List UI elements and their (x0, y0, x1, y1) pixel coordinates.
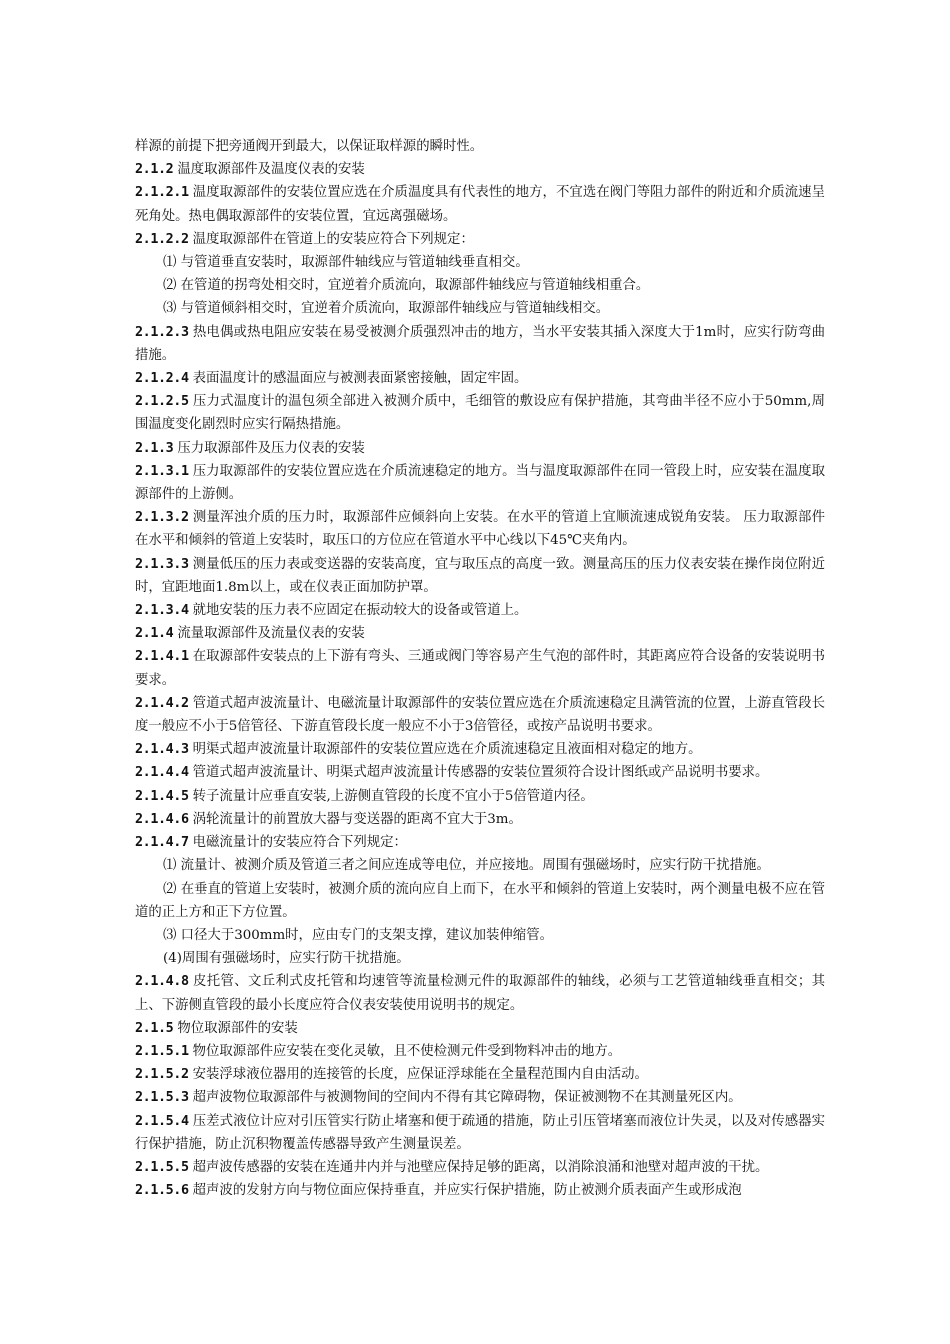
clause-number: 2.1.5 (135, 1020, 174, 1036)
paragraph-text: 压差式液位计应对引压管实行防止堵塞和便于疏通的措施，防止引压管堵塞而液位计失灵，以及对传感器实行保护措施，防止沉积物覆盖传感器导致产生测量误差。 (135, 1113, 825, 1152)
paragraph (135, 297, 825, 320)
paragraph (135, 228, 825, 251)
paragraph-text: 样源的前提下把旁通阀开到最大，以保证取样源的瞬时性。 (135, 139, 484, 154)
clause-number: 2.1.2 (135, 162, 174, 178)
paragraph-text: ⑵ 在垂直的管道上安装时，被测介质的流向应自上而下，在水平和倾斜的管道上安装时，两个测量电极不应在管道的正上方和正下方位置。 (135, 881, 825, 920)
paragraph (135, 390, 825, 436)
paragraph-text: ⑶ 与管道倾斜相交时，宜逆着介质流向，取源部件轴线应与管道轴线相交。 (163, 301, 610, 317)
paragraph-text: 超声波的发射方向与物位面应保持垂直，并应实行保护措施，防止被测介质表面产生或形成泡 (192, 1183, 742, 1199)
paragraph-text: 安装浮球液位器用的连接管的长度，应保证浮球能在全量程范围内自由活动。 (192, 1067, 648, 1083)
paragraph (135, 1086, 825, 1109)
clause-number: 2.1.3.1 (135, 463, 189, 479)
section-heading (135, 158, 825, 181)
paragraph (135, 367, 825, 390)
paragraph (135, 854, 825, 877)
paragraph (135, 599, 825, 622)
paragraph (135, 274, 825, 297)
paragraph-text: 流量取源部件及流量仪表的安装 (177, 626, 365, 642)
clause-number: 2.1.2.5 (135, 394, 189, 410)
paragraph-text: 电磁流量计的安装应符合下列规定： (192, 835, 407, 851)
paragraph (135, 785, 825, 808)
paragraph (135, 808, 825, 831)
clause-number: 2.1.5.3 (135, 1090, 189, 1106)
paragraph-text: 超声波传感器的安装在连通井内并与池壁应保持足够的距离，以消除浪涌和池壁对超声波的干扰。 (192, 1159, 769, 1175)
paragraph-text: 热电偶或热电阻应安装在易受被测介质强烈冲击的地方，当水平安装其插入深度大于1m时，应实行防弯曲措施。 (135, 324, 825, 363)
paragraph (135, 924, 825, 947)
clause-number: 2.1.4.5 (135, 788, 189, 804)
paragraph (135, 321, 825, 367)
clause-number: 2.1.5.2 (135, 1067, 189, 1083)
clause-number: 2.1.4.1 (135, 649, 189, 665)
section-heading (135, 1017, 825, 1040)
clause-number: 2.1.2.4 (135, 371, 189, 387)
paragraph-text: 测量浑浊介质的压力时，取源部件应倾斜向上安装。在水平的管道上宜顺流速成锐角安装。 压力取源部件在水平和倾斜的管道上安装时，取压口的方位应在管道水平中心线以下45℃夹角内。 (135, 510, 825, 549)
paragraph (135, 970, 825, 1016)
paragraph (135, 1179, 825, 1202)
paragraph-text: ⑴ 流量计、被测介质及管道三者之间应连成等电位，并应接地。周围有强磁场时，应实行防干扰措施。 (163, 858, 770, 874)
section-heading (135, 622, 825, 645)
clause-number: 2.1.3.2 (135, 510, 189, 526)
paragraph (135, 251, 825, 274)
clause-number: 2.1.4.7 (135, 835, 189, 851)
paragraph-text: 测量低压的压力表或变送器的安装高度，宜与取压点的高度一致。测量高压的压力仪表安装在操作岗位附近时，宜距地面1.8m以上，或在仪表正面加防护罩。 (135, 556, 825, 595)
paragraph-text: 转子流量计应垂直安装,上游侧直管段的长度不宜小于5倍管道内径。 (192, 788, 594, 804)
clause-number: 2.1.2.1 (135, 185, 189, 201)
clause-number: 2.1.3 (135, 440, 174, 456)
paragraph-text: 明渠式超声波流量计取源部件的安装位置应选在介质流速稳定且液面相对稳定的地方。 (192, 742, 702, 758)
document-body (135, 135, 825, 1202)
paragraph (135, 1063, 825, 1086)
paragraph-text: 温度取源部件的安装位置应选在介质温度具有代表性的地方，不宜选在阀门等阻力部件的附近和介质流速呈死角处。热电偶取源部件的安装位置，宜远离强磁场。 (135, 185, 825, 224)
paragraph (135, 553, 825, 599)
paragraph-text: 就地安装的压力表不应固定在振动较大的设备或管道上。 (192, 603, 528, 619)
paragraph (135, 738, 825, 761)
clause-number: 2.1.3.3 (135, 556, 189, 572)
paragraph (135, 947, 825, 970)
clause-number: 2.1.4.6 (135, 811, 189, 827)
clause-number: 2.1.5.5 (135, 1159, 189, 1175)
paragraph (135, 135, 825, 158)
paragraph (135, 181, 825, 227)
clause-number: 2.1.4.8 (135, 974, 189, 990)
clause-number: 2.1.2.3 (135, 324, 189, 340)
paragraph-text: 表面温度计的感温面应与被测表面紧密接触，固定牢固。 (192, 371, 528, 387)
paragraph-text: 皮托管、文丘利式皮托管和均速管等流量检测元件的取源部件的轴线，必须与工艺管道轴线垂直相交；其上、下游侧直管段的最小长度应符合仪表安装使用说明书的规定。 (135, 974, 825, 1013)
paragraph-text: 在取源部件安装点的上下游有弯头、三通或阀门等容易产生气泡的部件时，其距离应符合设备的安装说明书要求。 (135, 649, 825, 688)
clause-number: 2.1.4.3 (135, 742, 189, 758)
paragraph-text: ⑶ 口径大于300mm时，应由专门的支架支撑，建议加装伸缩管。 (163, 927, 553, 943)
clause-number: 2.1.5.1 (135, 1043, 189, 1059)
paragraph-text: 物位取源部件应安装在变化灵敏，且不使检测元件受到物料冲击的地方。 (192, 1043, 622, 1059)
paragraph-text: (4)周围有强磁场时，应实行防干扰措施。 (163, 951, 410, 967)
paragraph-text: 物位取源部件的安装 (177, 1020, 298, 1036)
paragraph-text: 压力式温度计的温包须全部进入被测介质中，毛细管的敷设应有保护措施，其弯曲半径不应小于50mm,周围温度变化剧烈时应实行隔热措施。 (135, 394, 825, 433)
paragraph-text: 管道式超声波流量计、明渠式超声波流量计传感器的安装位置须符合设计图纸或产品说明书要求。 (192, 765, 769, 781)
paragraph (135, 761, 825, 784)
section-heading (135, 437, 825, 460)
clause-number: 2.1.4 (135, 626, 174, 642)
paragraph-text: 涡轮流量计的前置放大器与变送器的距离不宜大于3m。 (192, 811, 522, 827)
paragraph (135, 1110, 825, 1156)
paragraph-text: ⑵ 在管道的拐弯处相交时，宜逆着介质流向，取源部件轴线应与管道轴线相重合。 (163, 278, 650, 294)
clause-number: 2.1.4.4 (135, 765, 189, 781)
paragraph (135, 878, 825, 924)
paragraph-text: 超声波物位取源部件与被测物间的空间内不得有其它障碍物，保证被测物不在其测量死区内。 (192, 1090, 742, 1106)
paragraph-text: 压力取源部件及压力仪表的安装 (177, 440, 365, 456)
clause-number: 2.1.2.2 (135, 231, 189, 247)
clause-number: 2.1.5.6 (135, 1183, 189, 1199)
paragraph (135, 1040, 825, 1063)
paragraph-text: ⑴ 与管道垂直安装时，取源部件轴线应与管道轴线垂直相交。 (163, 255, 529, 271)
paragraph (135, 831, 825, 854)
paragraph (135, 645, 825, 691)
paragraph-text: 温度取源部件在管道上的安装应符合下列规定： (192, 231, 474, 247)
paragraph (135, 506, 825, 552)
paragraph (135, 460, 825, 506)
paragraph-text: 温度取源部件及温度仪表的安装 (177, 162, 365, 178)
paragraph-text: 压力取源部件的安装位置应选在介质流速稳定的地方。当与温度取源部件在同一管段上时，应安装在温度取源部件的上游侧。 (135, 463, 825, 503)
clause-number: 2.1.3.4 (135, 603, 189, 619)
paragraph-text: 管道式超声波流量计、电磁流量计取源部件的安装位置应选在介质流速稳定且满管流的位置，上游直管段长度一般应不小于5倍管径、下游直管段长度一般应不小于3倍管径，或按产品说明书要求。 (135, 695, 825, 735)
clause-number: 2.1.5.4 (135, 1113, 189, 1129)
clause-number: 2.1.4.2 (135, 695, 189, 711)
paragraph (135, 1156, 825, 1179)
paragraph (135, 692, 825, 738)
